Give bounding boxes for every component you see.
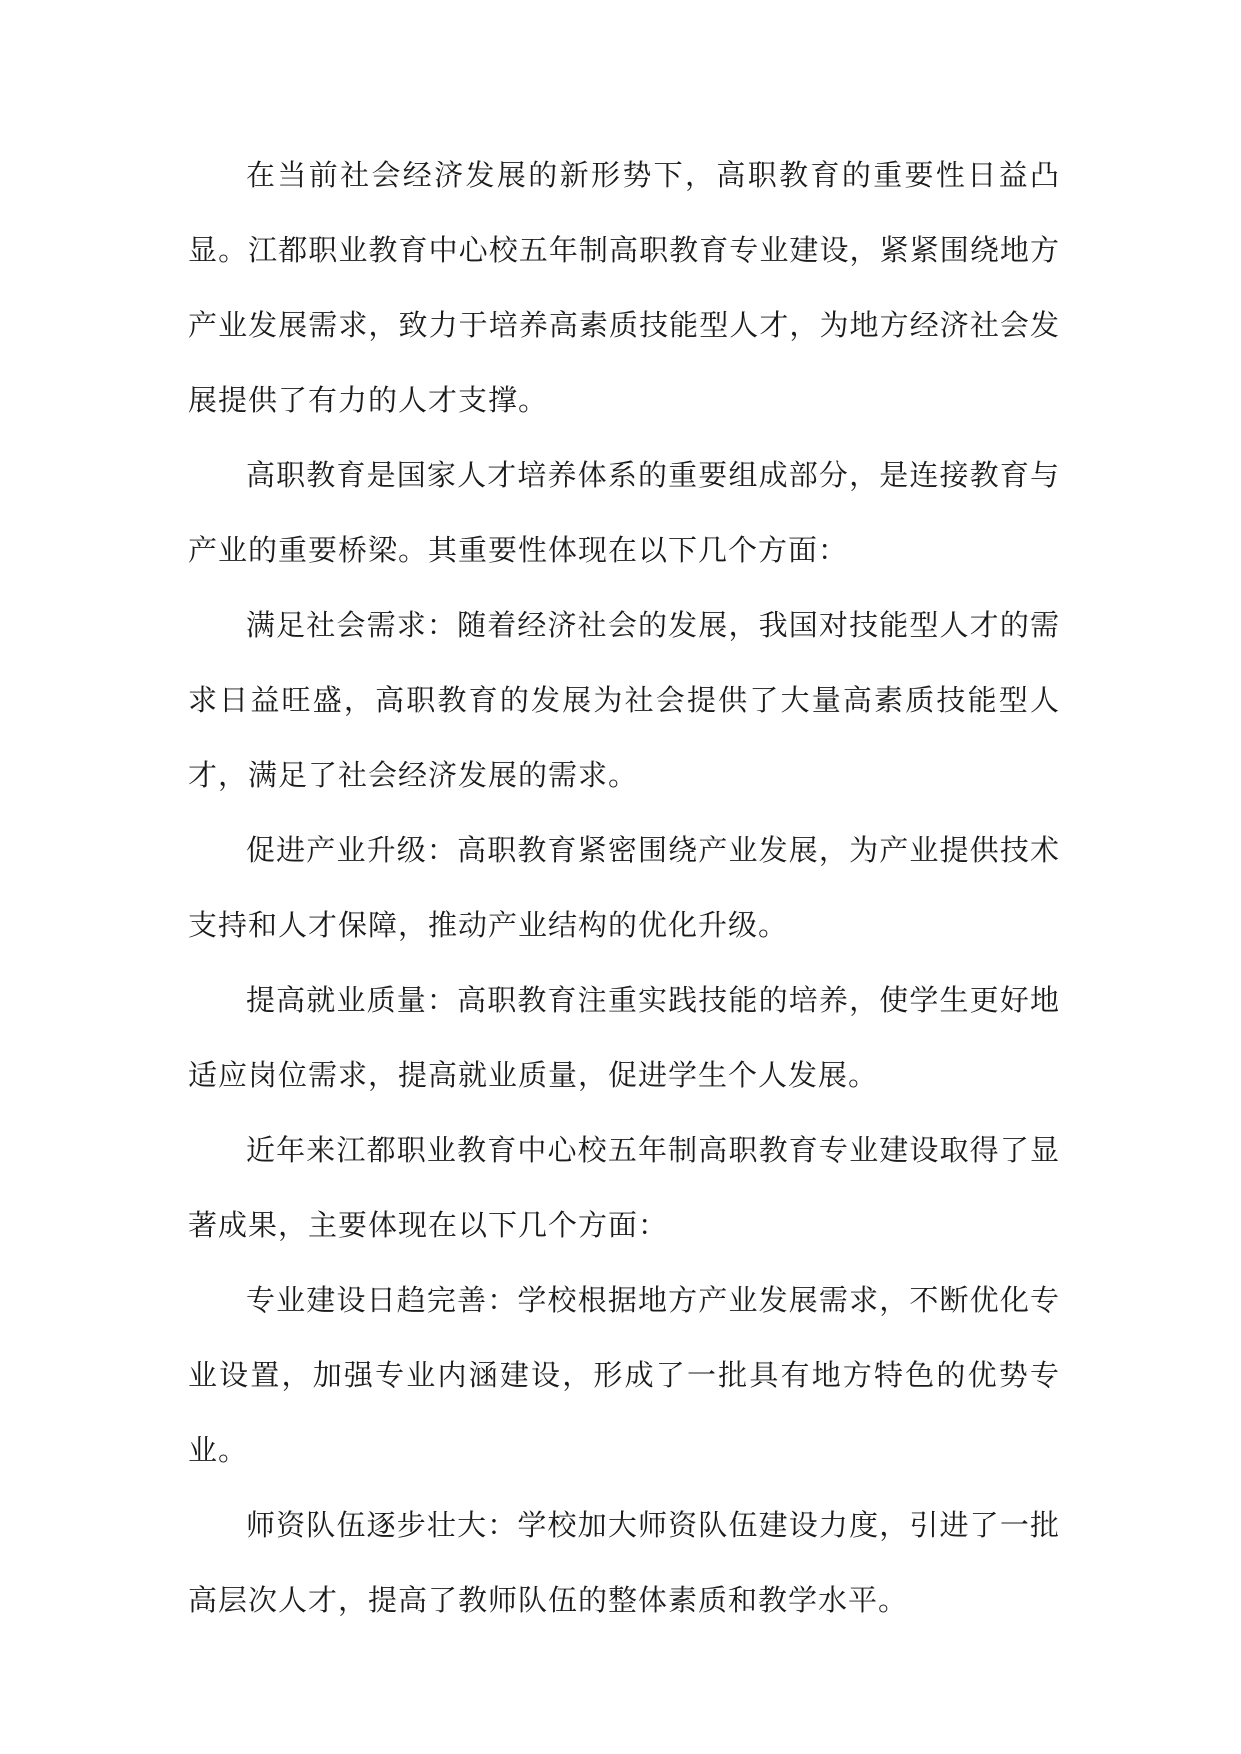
paragraph-industry-upgrade: 促进产业升级：高职教育紧密围绕产业发展，为产业提供技术支持和人才保障，推动产业结构的优化升级。 (188, 833, 1060, 942)
paragraph-importance: 高职教育是国家人才培养体系的重要组成部分，是连接教育与产业的重要桥梁。其重要性体现在以下几个方面： (188, 458, 1060, 567)
paragraph-intro: 在当前社会经济发展的新形势下，高职教育的重要性日益凸显。江都职业教育中心校五年制高职教育专业建设，紧紧围绕地方产业发展需求，致力于培养高素质技能型人才，为地方经济社会发展提供了有力的人才支撑。 (188, 158, 1060, 417)
paragraph-employment-quality: 提高就业质量：高职教育注重实践技能的培养，使学生更好地适应岗位需求，提高就业质量，促进学生个人发展。 (188, 983, 1060, 1092)
paragraph-faculty: 师资队伍逐步壮大：学校加大师资队伍建设力度，引进了一批高层次人才，提高了教师队伍的整体素质和教学水平。 (188, 1508, 1060, 1617)
document-body (188, 138, 1060, 1638)
paragraph-achievements: 近年来江都职业教育中心校五年制高职教育专业建设取得了显著成果，主要体现在以下几个方面： (188, 1133, 1060, 1242)
paragraph-social-demand: 满足社会需求：随着经济社会的发展，我国对技能型人才的需求日益旺盛，高职教育的发展为社会提供了大量高素质技能型人才，满足了社会经济发展的需求。 (188, 608, 1060, 792)
paragraph-program-construction: 专业建设日趋完善：学校根据地方产业发展需求，不断优化专业设置，加强专业内涵建设，形成了一批具有地方特色的优势专业。 (188, 1283, 1060, 1467)
